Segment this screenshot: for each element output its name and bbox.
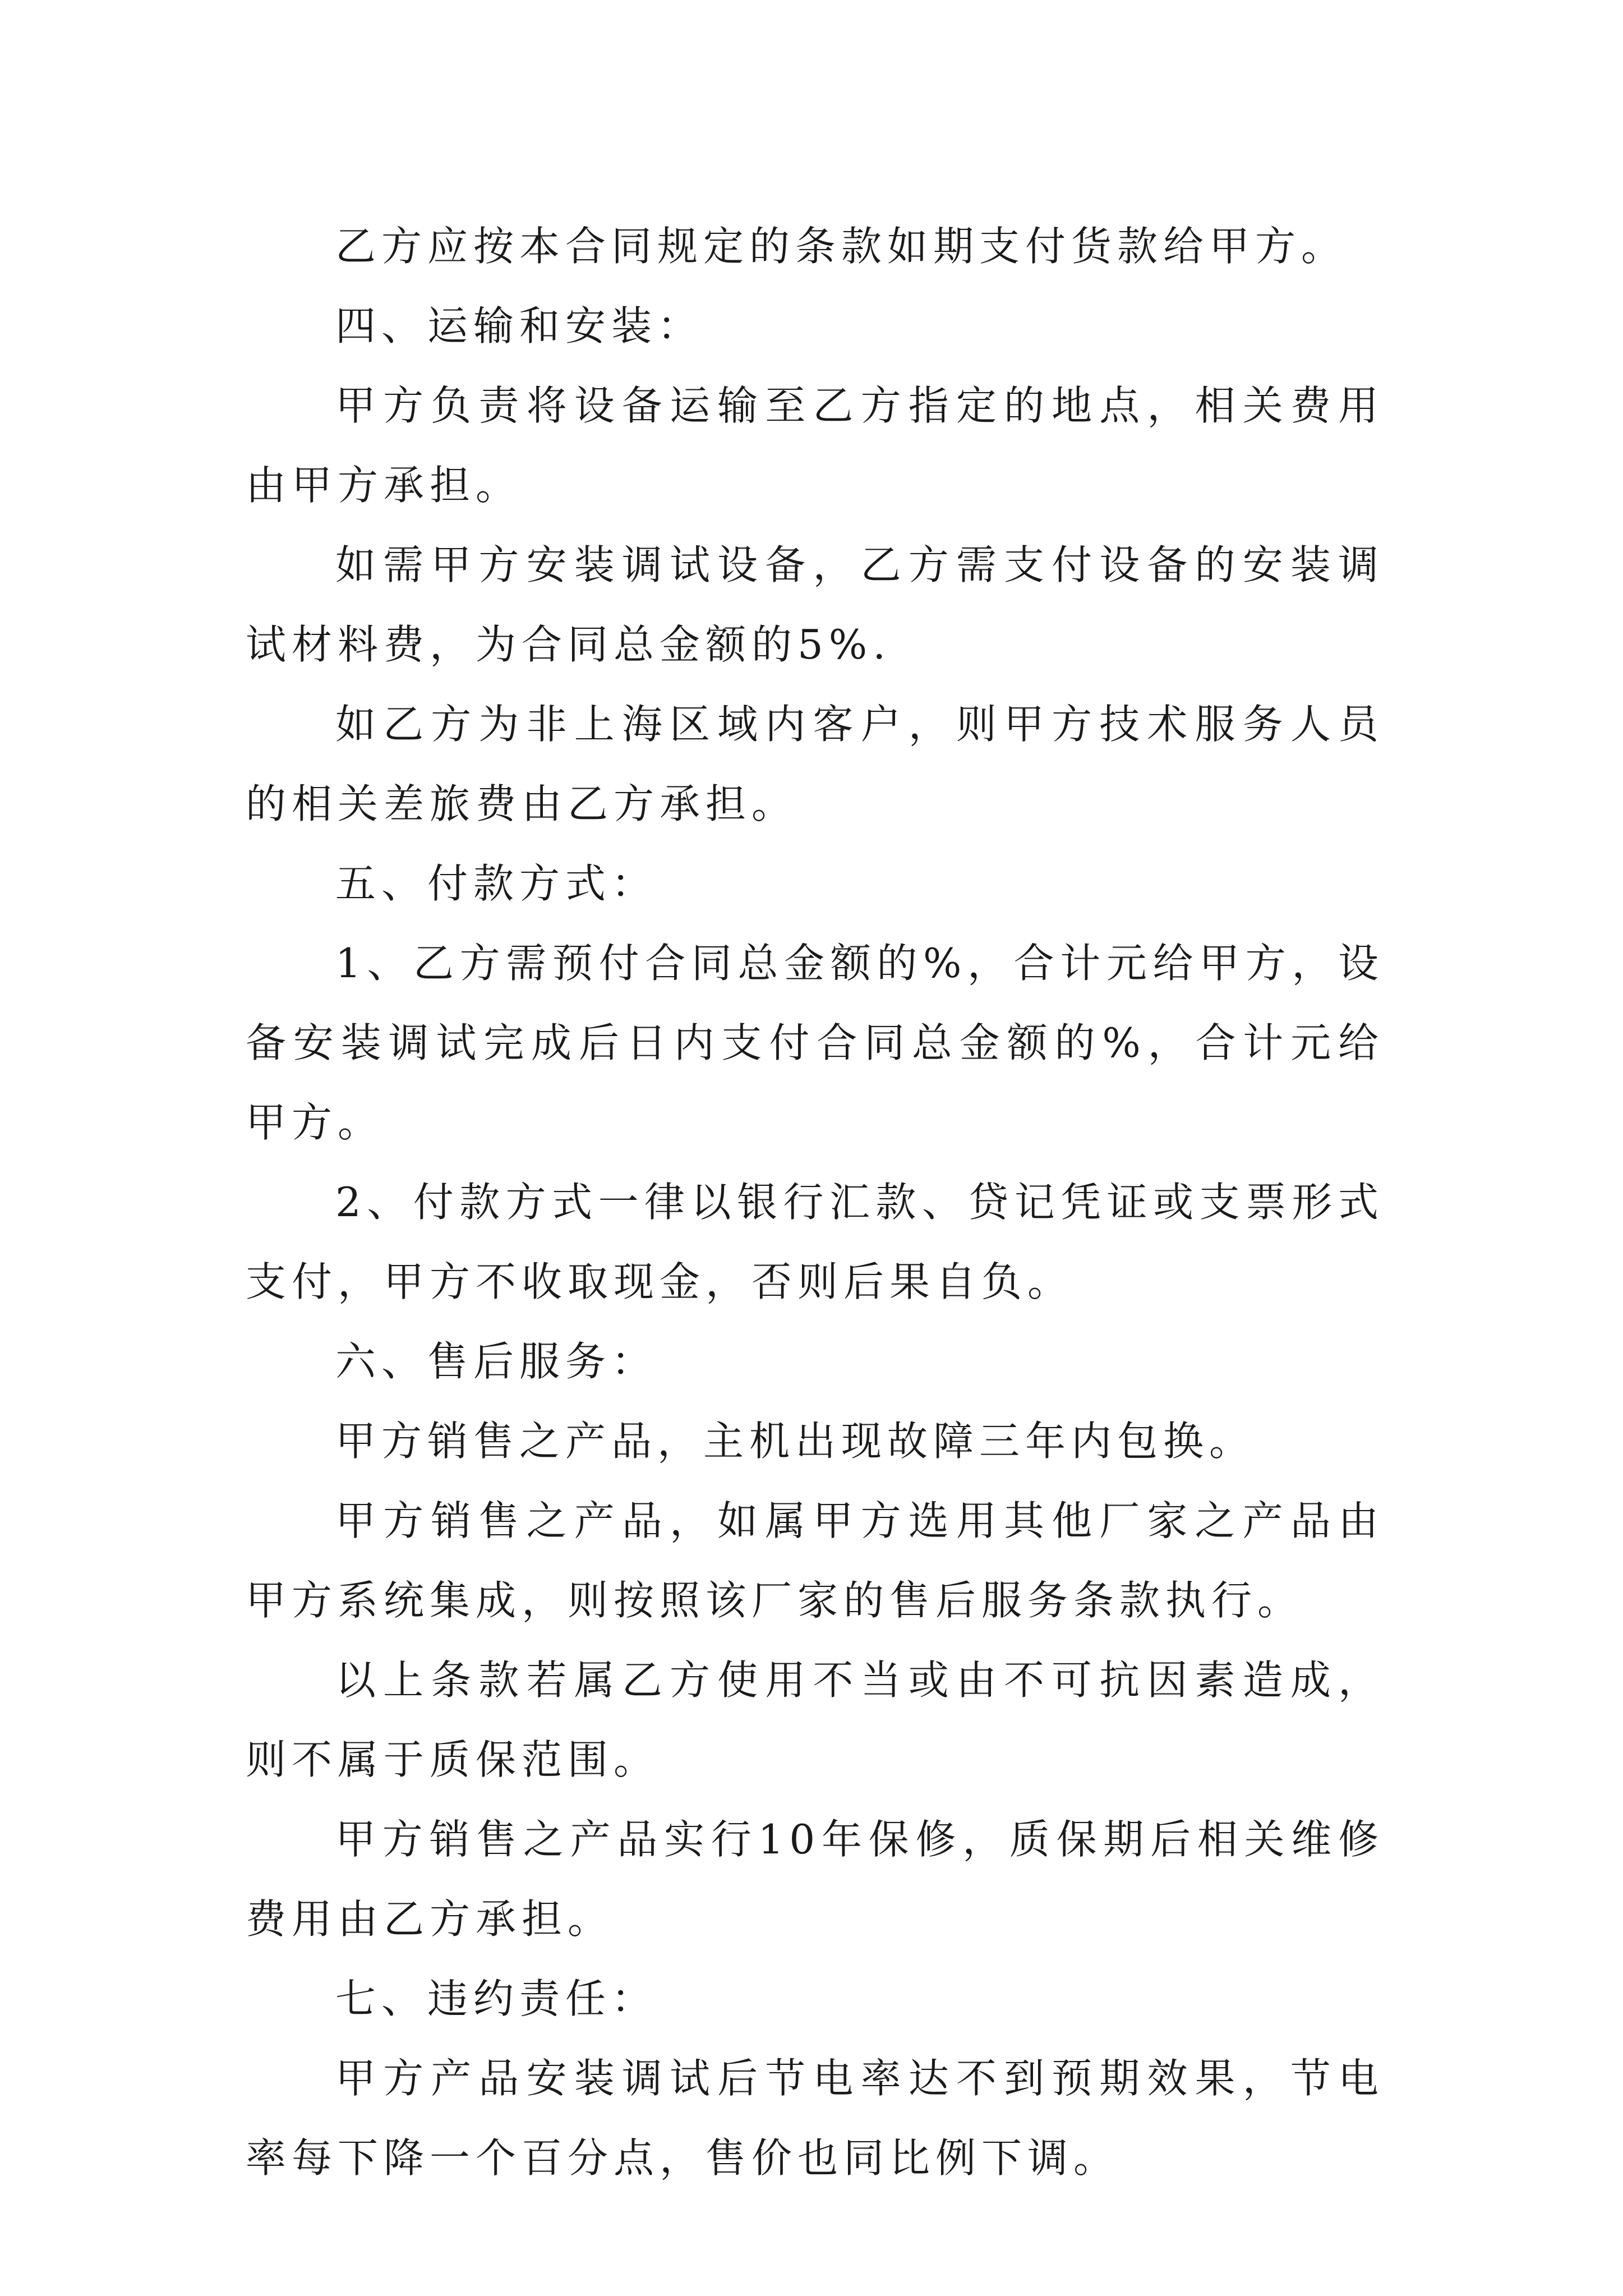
paragraph-transport-cost: 甲方负责将设备运输至乙方指定的地点，相关费用由甲方承担。 — [246, 382, 1384, 509]
section-heading-payment-method: 五、付款方式： — [335, 860, 658, 907]
paragraph-payment-schedule: 1、乙方需预付合同总金额的%，合计元给甲方，设备安装调试完成后日内支付合同总金额的%，合计元给甲方。 — [246, 940, 1384, 1146]
paragraph-travel-expenses: 如乙方为非上海区域内客户，则甲方技术服务人员的相关差旅费由乙方承担。 — [246, 701, 1384, 827]
section-heading-after-sales: 六、售后服务： — [335, 1338, 658, 1385]
paragraph-payment-form: 2、付款方式一律以银行汇款、贷记凭证或支票形式支付，甲方不收取现金，否则后果自负。 — [246, 1179, 1384, 1305]
paragraph-third-party-products: 甲方销售之产品，如属甲方选用其他厂家之产品由甲方系统集成，则按照该厂家的售后服务条款执行。 — [246, 1497, 1384, 1624]
paragraph-replacement-policy: 甲方销售之产品，主机出现故障三年内包换。 — [335, 1418, 1256, 1465]
paragraph-payment-obligation: 乙方应按本合同规定的条款如期支付货款给甲方。 — [335, 223, 1348, 270]
paragraph-warranty-period: 甲方销售之产品实行10年保修，质保期后相关维修费用由乙方承担。 — [246, 1816, 1384, 1943]
paragraph-installation-fee: 如需甲方安装调试设备，乙方需支付设备的安装调试材料费，为合同总金额的5%. — [246, 541, 1384, 668]
section-heading-transport: 四、运输和安装： — [335, 302, 704, 349]
section-heading-liability: 七、违约责任： — [335, 1975, 658, 2022]
paragraph-warranty-exclusion: 以上条款若属乙方使用不当或由不可抗因素造成，则不属于质保范围。 — [246, 1657, 1384, 1783]
document-body — [246, 206, 1384, 2198]
paragraph-price-adjustment: 甲方产品安装调试后节电率达不到预期效果，节电率每下降一个百分点，售价也同比例下调。 — [246, 2055, 1384, 2182]
